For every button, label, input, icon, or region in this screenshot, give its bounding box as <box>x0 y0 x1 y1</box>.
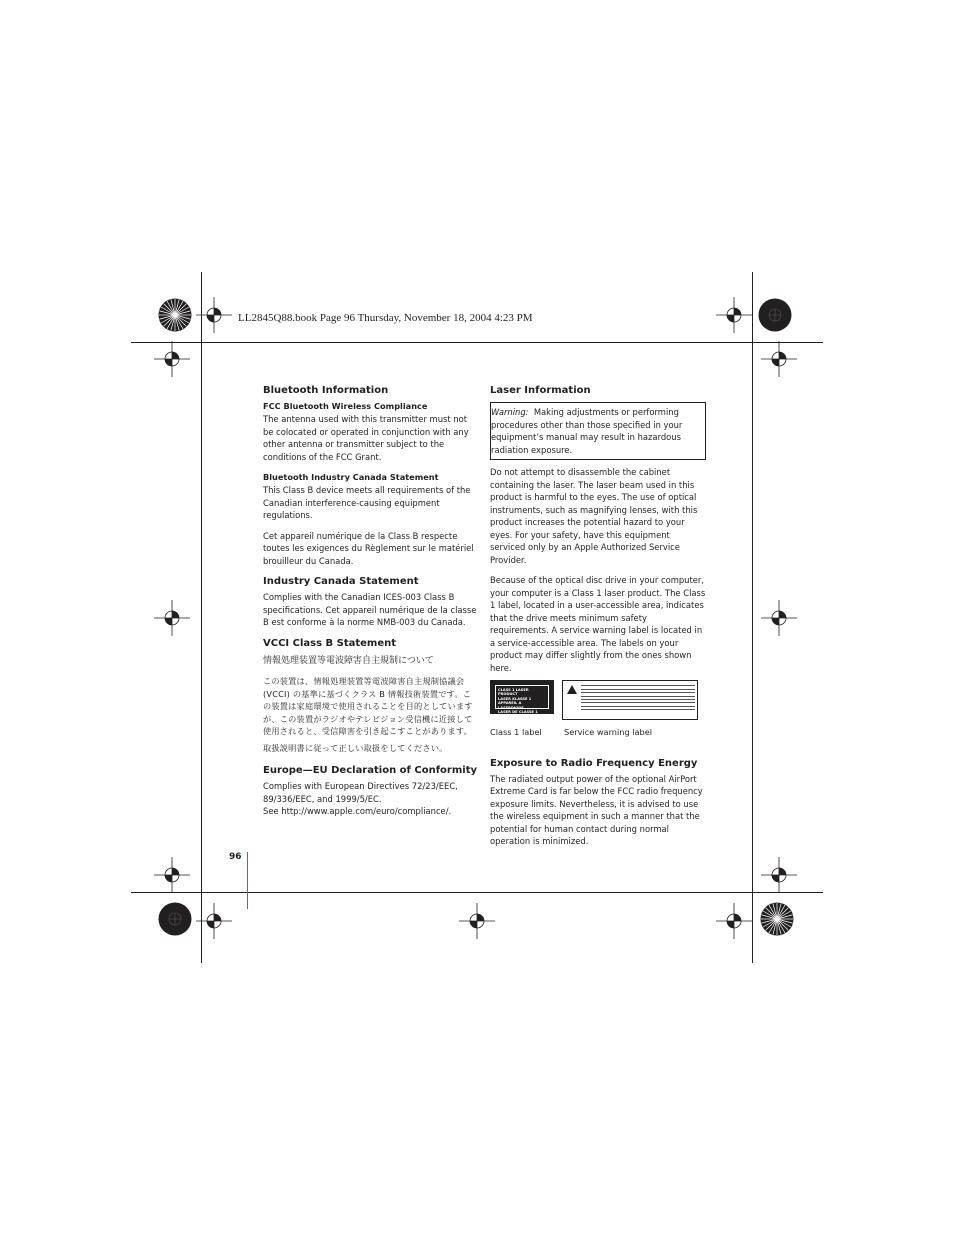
vcci-japanese-title: 情報処理装置等電波障害自主規制について <box>263 655 434 666</box>
section-title-rf: Exposure to Radio Frequency Energy <box>490 757 698 769</box>
registration-target-icon <box>761 600 797 636</box>
trim-bottom-line <box>201 892 753 893</box>
warning-text <box>491 406 699 456</box>
registration-target-icon <box>761 341 797 377</box>
solid-target-icon <box>158 902 192 936</box>
registration-target-icon <box>761 857 797 893</box>
class1-laser-label-image <box>490 680 554 714</box>
warning-body: Making adjustments or performing procedures other than those specified in your equipment’s manual may result in hazardous radiation exposure. <box>491 407 683 455</box>
class1-label-line: LASER DE CLASSE 1 <box>498 710 538 715</box>
section-title-industry-canada: Industry Canada Statement <box>263 576 419 587</box>
paragraph-ic-fr: Cet appareil numérique de la Class B respecte toutes les exigences du Règlement sur le matériel brouilleur du Canada. <box>263 530 474 566</box>
crop-mark <box>752 893 753 963</box>
caption-class1: Class 1 label <box>490 727 542 737</box>
class1-label-inner <box>495 685 549 715</box>
left-column <box>263 384 479 818</box>
class1-label-line: APPAREIL A LASERDIODE <box>498 701 524 710</box>
crop-mark <box>752 272 753 342</box>
paragraph-laser-1: Do not attempt to disassemble the cabinet containing the laser. The laser beam used in this product is harmful to the eyes. The use of optical instruments, such as magnifying lenses, with this product increases the potential hazard to your eyes. For your safety, have this equipment serviced only by an Apple Authorized Service Provider. <box>490 467 698 565</box>
europe-line-2: 89/336/EEC, and 1999/5/EC. <box>263 793 382 804</box>
paragraph-fcc: The antenna used with this transmitter must not be colocated or operated in conjunction with any other antenna or transmitter subject to the conditions of the FCC Grant. <box>263 414 469 462</box>
starburst-target-icon <box>158 298 192 332</box>
subsection-title-ic: Bluetooth Industry Canada Statement <box>263 472 439 482</box>
warning-box <box>490 402 706 460</box>
registration-target-icon <box>716 903 752 939</box>
registration-target-icon <box>716 297 752 333</box>
starburst-target-icon <box>760 902 794 936</box>
label-captions <box>490 726 706 739</box>
europe-line-1: Complies with European Directives 72/23/EEC, <box>263 781 458 791</box>
trim-right-line <box>752 342 753 893</box>
solid-target-icon <box>758 298 792 332</box>
registration-target-icon <box>154 341 190 377</box>
book-header: LL2845Q88.book Page 96 Thursday, November 18, 2004 4:23 PM <box>238 312 533 324</box>
subsection-title-fcc: FCC Bluetooth Wireless Compliance <box>263 401 428 411</box>
class1-label-line: LASER KLASSE 1 <box>498 696 532 701</box>
paragraph-ic: This Class B device meets all requirements of the Canadian interference-causing equipment regulations. <box>263 485 471 520</box>
trim-top-line <box>201 342 753 343</box>
class1-label-line: CLASS 1 LASER PRODUCT <box>498 688 529 697</box>
warning-label: Warning: <box>491 407 529 417</box>
registration-target-icon <box>154 857 190 893</box>
service-warning-label-image <box>562 680 698 720</box>
page-number: 96 <box>229 852 242 862</box>
registration-target-icon <box>196 297 232 333</box>
label-images <box>490 680 706 720</box>
paragraph-laser-2: Because of the optical disc drive in your computer, your computer is a Class 1 laser product. The Class 1 label, located in a user-accessible area, indicates that the drive meets minimum safety requirements. A service warning label is located in a service-accessible area. The labels on your product may differ slightly from the ones shown here. <box>490 575 706 673</box>
section-title-vcci: VCCI Class B Statement <box>263 637 397 649</box>
registration-target-icon <box>459 903 495 939</box>
section-title-bluetooth: Bluetooth Information <box>263 385 389 396</box>
caption-service: Service warning label <box>564 727 653 737</box>
paragraph-industry-canada: Complies with the Canadian ICES-003 Class B specifications. Cet appareil numérique de la classe B est conforme à la norme NMB-003 du Canada. <box>263 592 477 627</box>
europe-line-3: See http://www.apple.com/euro/compliance/. <box>263 806 452 816</box>
paragraph-rf: The radiated output power of the optional AirPort Extreme Card is far below the FCC radio frequency exposure limits. Nevertheless, it is advised to use the wireless equipment in such a manner that the potential for human contact during normal operation is minimized. <box>490 773 703 846</box>
service-label-text-lines <box>581 681 697 719</box>
right-column <box>490 384 706 848</box>
warning-triangle-icon <box>567 685 577 694</box>
registration-target-icon <box>196 903 232 939</box>
trim-left-line <box>201 342 202 893</box>
page-number-rule <box>247 852 248 909</box>
vcci-japanese-body: この装置は、情報処理装置等電波障害自主規制協議会 (VCCI) の基準に基づくクラス B 情報技術装置です。この装置は家庭環境で使用されることを目的としていますが、この装置がラジオやテレビジョン受信機に近接して使用されると、受信障害を引き起こすことがあります。 <box>263 676 473 736</box>
vcci-japanese-body-2: 取扱説明書に従って正しい取扱をしてください。 <box>263 742 448 753</box>
section-title-europe: Europe—EU Declaration of Conformity <box>263 765 477 776</box>
registration-target-icon <box>154 600 190 636</box>
section-title-laser: Laser Information <box>490 385 591 396</box>
